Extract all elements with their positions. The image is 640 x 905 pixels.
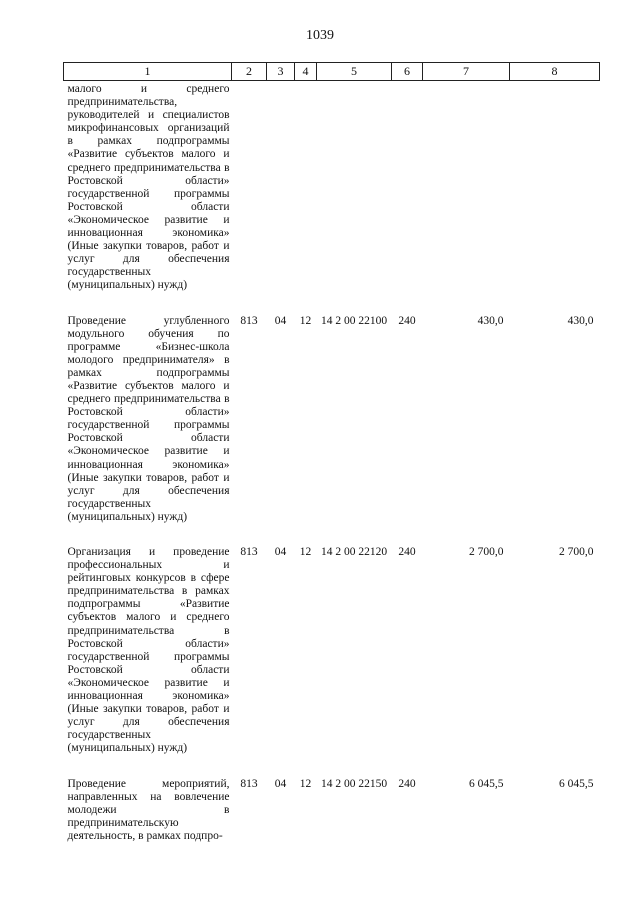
ministry-code	[232, 81, 267, 293]
target-article-code: 14 2 00 22150	[320, 777, 388, 790]
section-code: 04	[274, 777, 287, 790]
table-row	[64, 524, 600, 756]
column-header-4: 4	[295, 63, 317, 81]
target-article-code: 14 2 00 22120	[320, 546, 388, 558]
expense-type-code	[392, 81, 423, 293]
column-header-3: 3	[267, 63, 295, 81]
section-code: 04	[274, 546, 287, 558]
subsection-code	[295, 81, 317, 293]
amount-col8	[510, 81, 600, 293]
table-row	[64, 81, 600, 293]
amount-col7	[423, 81, 510, 293]
column-header-6: 6	[392, 63, 423, 81]
row-description: Организация и проведение профессиональных и рейтинговых конкурсов в сфере предпринимательства в рамках подпрограммы «Развитие субъектов малого и среднего предпринимательства в Ростовской области» государственной программы Ростовской области «Экономическое развитие и инновационная экономика» (Иные закупки товаров, работ и услуг для обеспечения государственных (муниципальных) нужд)	[67, 546, 230, 755]
row-description: малого и среднего предпринимательства, руководителей и специалистов микрофинансовых организаций в рамках подпрограммы «Развитие субъектов малого и среднего предпринимательства в Ростовской области» государственной программы Ростовской области «Экономическое развитие и инновационная экономика» (Иные закупки товаров, работ и услуг для обеспечения государственных (муниципальных) нужд)	[67, 83, 230, 292]
target-article-code	[317, 81, 392, 293]
row-description: Проведение углубленного модульного обучения по программе «Бизнес-школа молодого предпринимателя» в рамках подпрограммы «Развитие субъектов малого и среднего предпринимательства в Ростовской области» государственной программы Ростовской области «Экономическое развитие и инновационная экономика» (Иные закупки товаров, работ и услуг для обеспечения государственных (муниципальных) нужд)	[67, 314, 230, 523]
amount-col8: 6 045,5	[559, 777, 594, 790]
expense-type-code: 240	[398, 314, 416, 327]
ministry-code: 813	[240, 314, 258, 327]
section-code	[267, 81, 295, 293]
subsection-code: 12	[299, 777, 312, 790]
amount-col7: 2 700,0	[469, 546, 504, 558]
section-code: 04	[274, 314, 287, 327]
ministry-code: 813	[240, 777, 258, 790]
subsection-code: 12	[299, 314, 312, 327]
column-header-5: 5	[317, 63, 392, 81]
amount-col8: 2 700,0	[559, 546, 594, 558]
table-row	[64, 756, 600, 843]
row-description: Проведение мероприятий, направленных на вовлечение молодежи в предпринимательскую деятельность, в рамках подпро-	[67, 777, 230, 842]
column-header-2: 2	[232, 63, 267, 81]
budget-table	[63, 62, 600, 843]
column-header-8: 8	[510, 63, 600, 81]
column-header-7: 7	[423, 63, 510, 81]
table-row	[64, 293, 600, 525]
column-header-1: 1	[64, 63, 232, 81]
subsection-code: 12	[299, 546, 312, 558]
ministry-code: 813	[240, 546, 258, 558]
expense-type-code: 240	[398, 777, 416, 790]
target-article-code: 14 2 00 22100	[320, 314, 388, 327]
amount-col8: 430,0	[567, 314, 594, 327]
table-header	[64, 63, 600, 81]
page-number: 1039	[306, 28, 334, 43]
expense-type-code: 240	[398, 546, 416, 558]
amount-col7: 6 045,5	[469, 777, 504, 790]
amount-col7: 430,0	[477, 314, 504, 327]
